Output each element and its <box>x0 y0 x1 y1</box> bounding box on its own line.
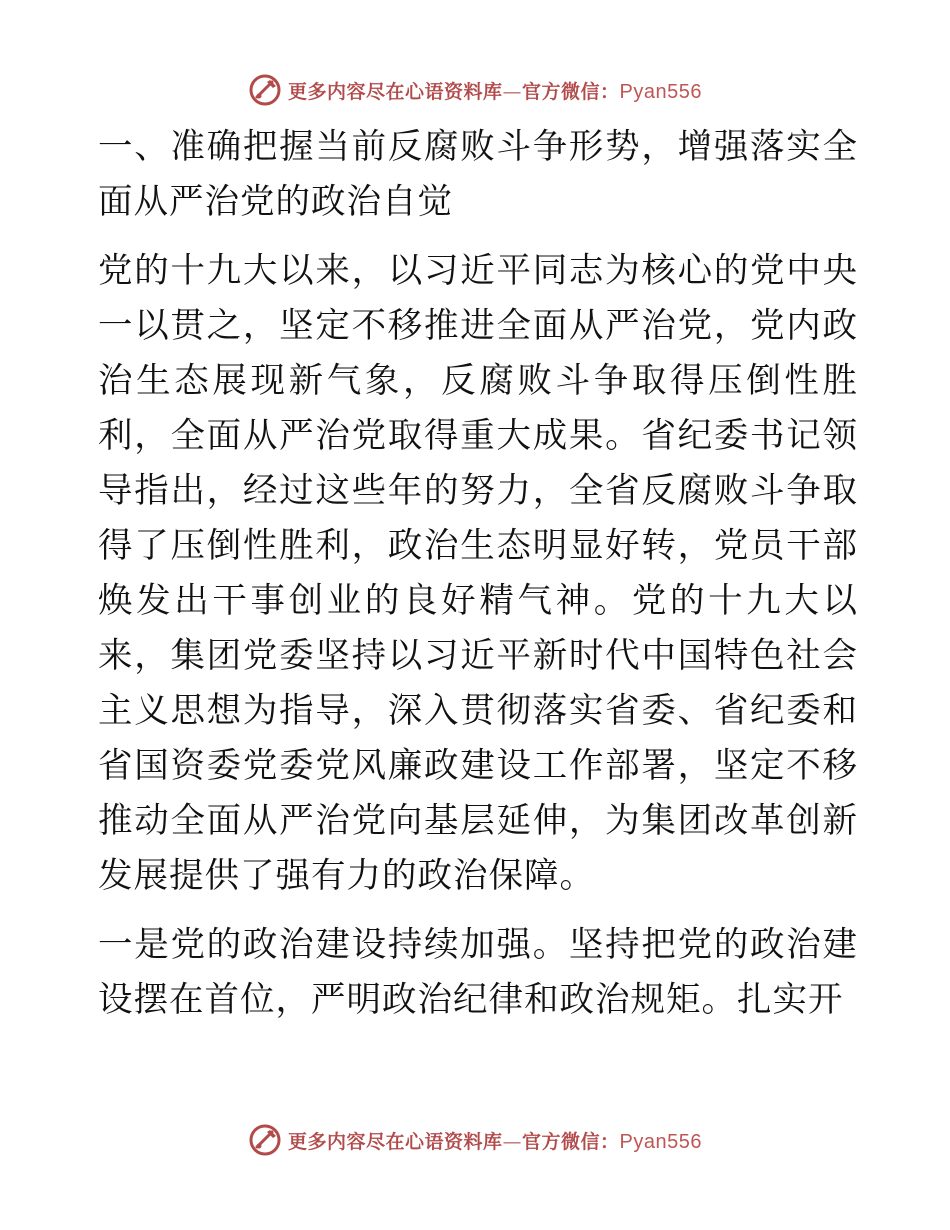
watermark-wechat-id: Pyan556 <box>619 1130 702 1153</box>
watermark-wechat-id: Pyan556 <box>619 80 702 103</box>
paragraph-1: 党的十九大以来，以习近平同志为核心的党中央一以贯之，坚定不移推进全面从严治党，党内政治生态展现新气象，反腐败斗争取得压倒性胜利，全面从严治党取得重大成果。省纪委书记领导指出，经过这些年的努力，全省反腐败斗争取得了压倒性胜利，政治生态明显好转，党员干部焕发出干事创业的良好精气神。党的十九大以来，集团党委坚持以习近平新时代中国特色社会主义思想为指导，深入贯彻落实省委、省纪委和省国资委党委党风廉政建设工作部署，坚定不移推动全面从严治党向基层延伸，为集团改革创新发展提供了强有力的政治保障。 <box>98 251 858 896</box>
watermark-text <box>288 1127 702 1154</box>
watermark-text <box>288 77 702 104</box>
brand-logo-icon <box>248 1123 282 1157</box>
section-heading: 一、准确把握当前反腐败斗争形势，增强落实全面从严治党的政治自觉 <box>98 127 858 222</box>
header-watermark <box>0 70 950 110</box>
brand-logo-icon <box>248 73 282 107</box>
watermark-brand: 更多内容尽在心语资料库 <box>288 1130 503 1153</box>
footer-watermark <box>0 1120 950 1160</box>
watermark-brand: 更多内容尽在心语资料库 <box>288 80 503 103</box>
paragraph-2: 一是党的政治建设持续加强。坚持把党的政治建设摆在首位，严明政治纪律和政治规矩。扎实开 <box>98 925 858 1020</box>
watermark-dash: — <box>502 80 523 103</box>
document-body <box>98 120 858 1028</box>
watermark-official-label: 官方微信： <box>522 80 620 103</box>
watermark-official-label: 官方微信： <box>522 1130 620 1153</box>
watermark-dash: — <box>502 1130 523 1153</box>
